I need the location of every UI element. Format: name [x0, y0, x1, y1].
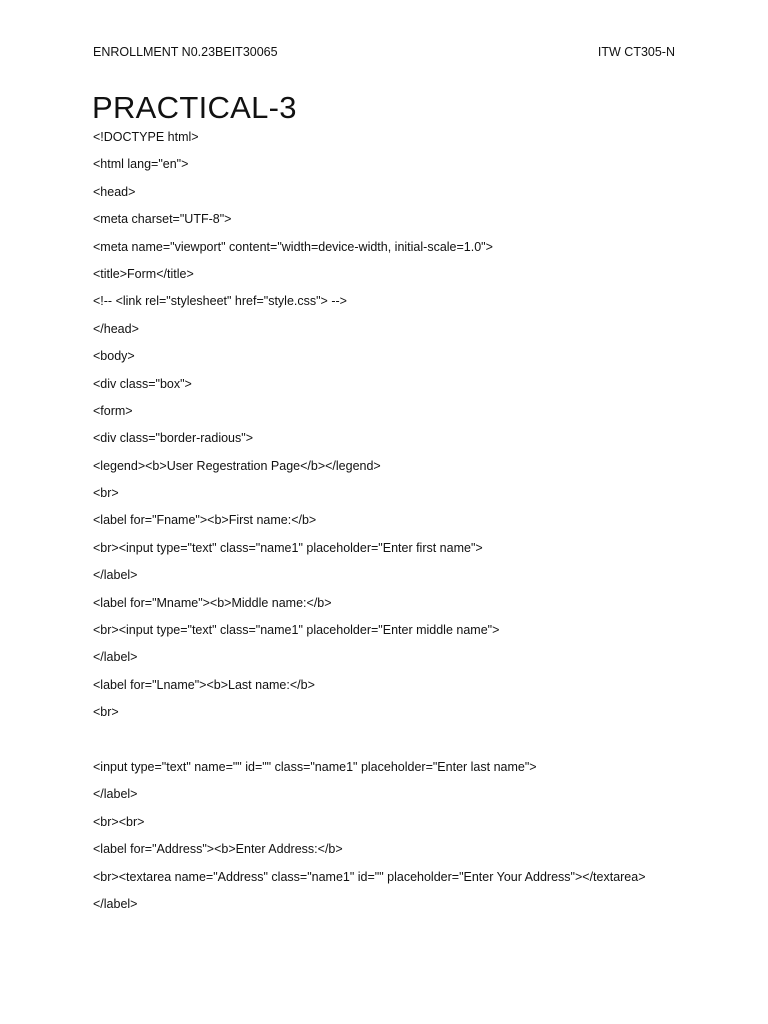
code-line: <br><br>: [93, 814, 145, 829]
code-line: <meta charset="UTF-8">: [93, 212, 232, 227]
code-line: <legend><b>User Regestration Page</b></legend>: [93, 458, 381, 473]
code-line: </label>: [93, 896, 138, 911]
code-line: <input type="text" name="" id="" class="name1" placeholder="Enter last name">: [93, 759, 537, 774]
code-line: <title>Form</title>: [93, 266, 194, 281]
enrollment-number: ENROLLMENT N0.23BEIT30065: [93, 45, 278, 59]
code-line: <div class="box">: [93, 376, 192, 391]
code-listing: [93, 128, 693, 922]
course-code: ITW CT305-N: [597, 45, 675, 59]
code-line: <label for="Address"><b>Enter Address:</b>: [93, 842, 343, 857]
code-line: <label for="Fname"><b>First name:</b>: [93, 513, 317, 528]
code-line: <meta name="viewport" content="width=device-width, initial-scale=1.0">: [93, 239, 493, 254]
code-line: <head>: [93, 184, 136, 199]
code-line: <br><textarea name="Address" class="name1" id="" placeholder="Enter Your Address"></textarea>: [93, 869, 646, 884]
code-line: <br><input type="text" class="name1" placeholder="Enter middle name">: [93, 623, 500, 638]
code-line: <label for="Lname"><b>Last name:</b>: [93, 677, 315, 692]
code-line: </label>: [93, 650, 138, 665]
code-line: <!DOCTYPE html>: [93, 130, 199, 144]
page-title: PRACTICAL-3: [92, 90, 297, 125]
code-line: <html lang="en">: [93, 157, 189, 172]
code-line: <br>: [93, 486, 119, 501]
code-line: </label>: [93, 787, 138, 802]
code-line: <br>: [93, 705, 119, 720]
code-line: [93, 731, 693, 758]
code-line: <div class="border-radious">: [93, 431, 253, 446]
code-line: <body>: [93, 349, 135, 364]
page-header: [93, 43, 675, 61]
code-line: <br><input type="text" class="name1" placeholder="Enter first name">: [93, 540, 483, 555]
code-line: </head>: [93, 321, 139, 336]
code-line: <label for="Mname"><b>Middle name:</b>: [93, 595, 332, 610]
code-line: </label>: [93, 568, 138, 583]
code-line: <form>: [93, 403, 133, 418]
code-line: <!-- <link rel="stylesheet" href="style.css"> -->: [93, 294, 347, 309]
